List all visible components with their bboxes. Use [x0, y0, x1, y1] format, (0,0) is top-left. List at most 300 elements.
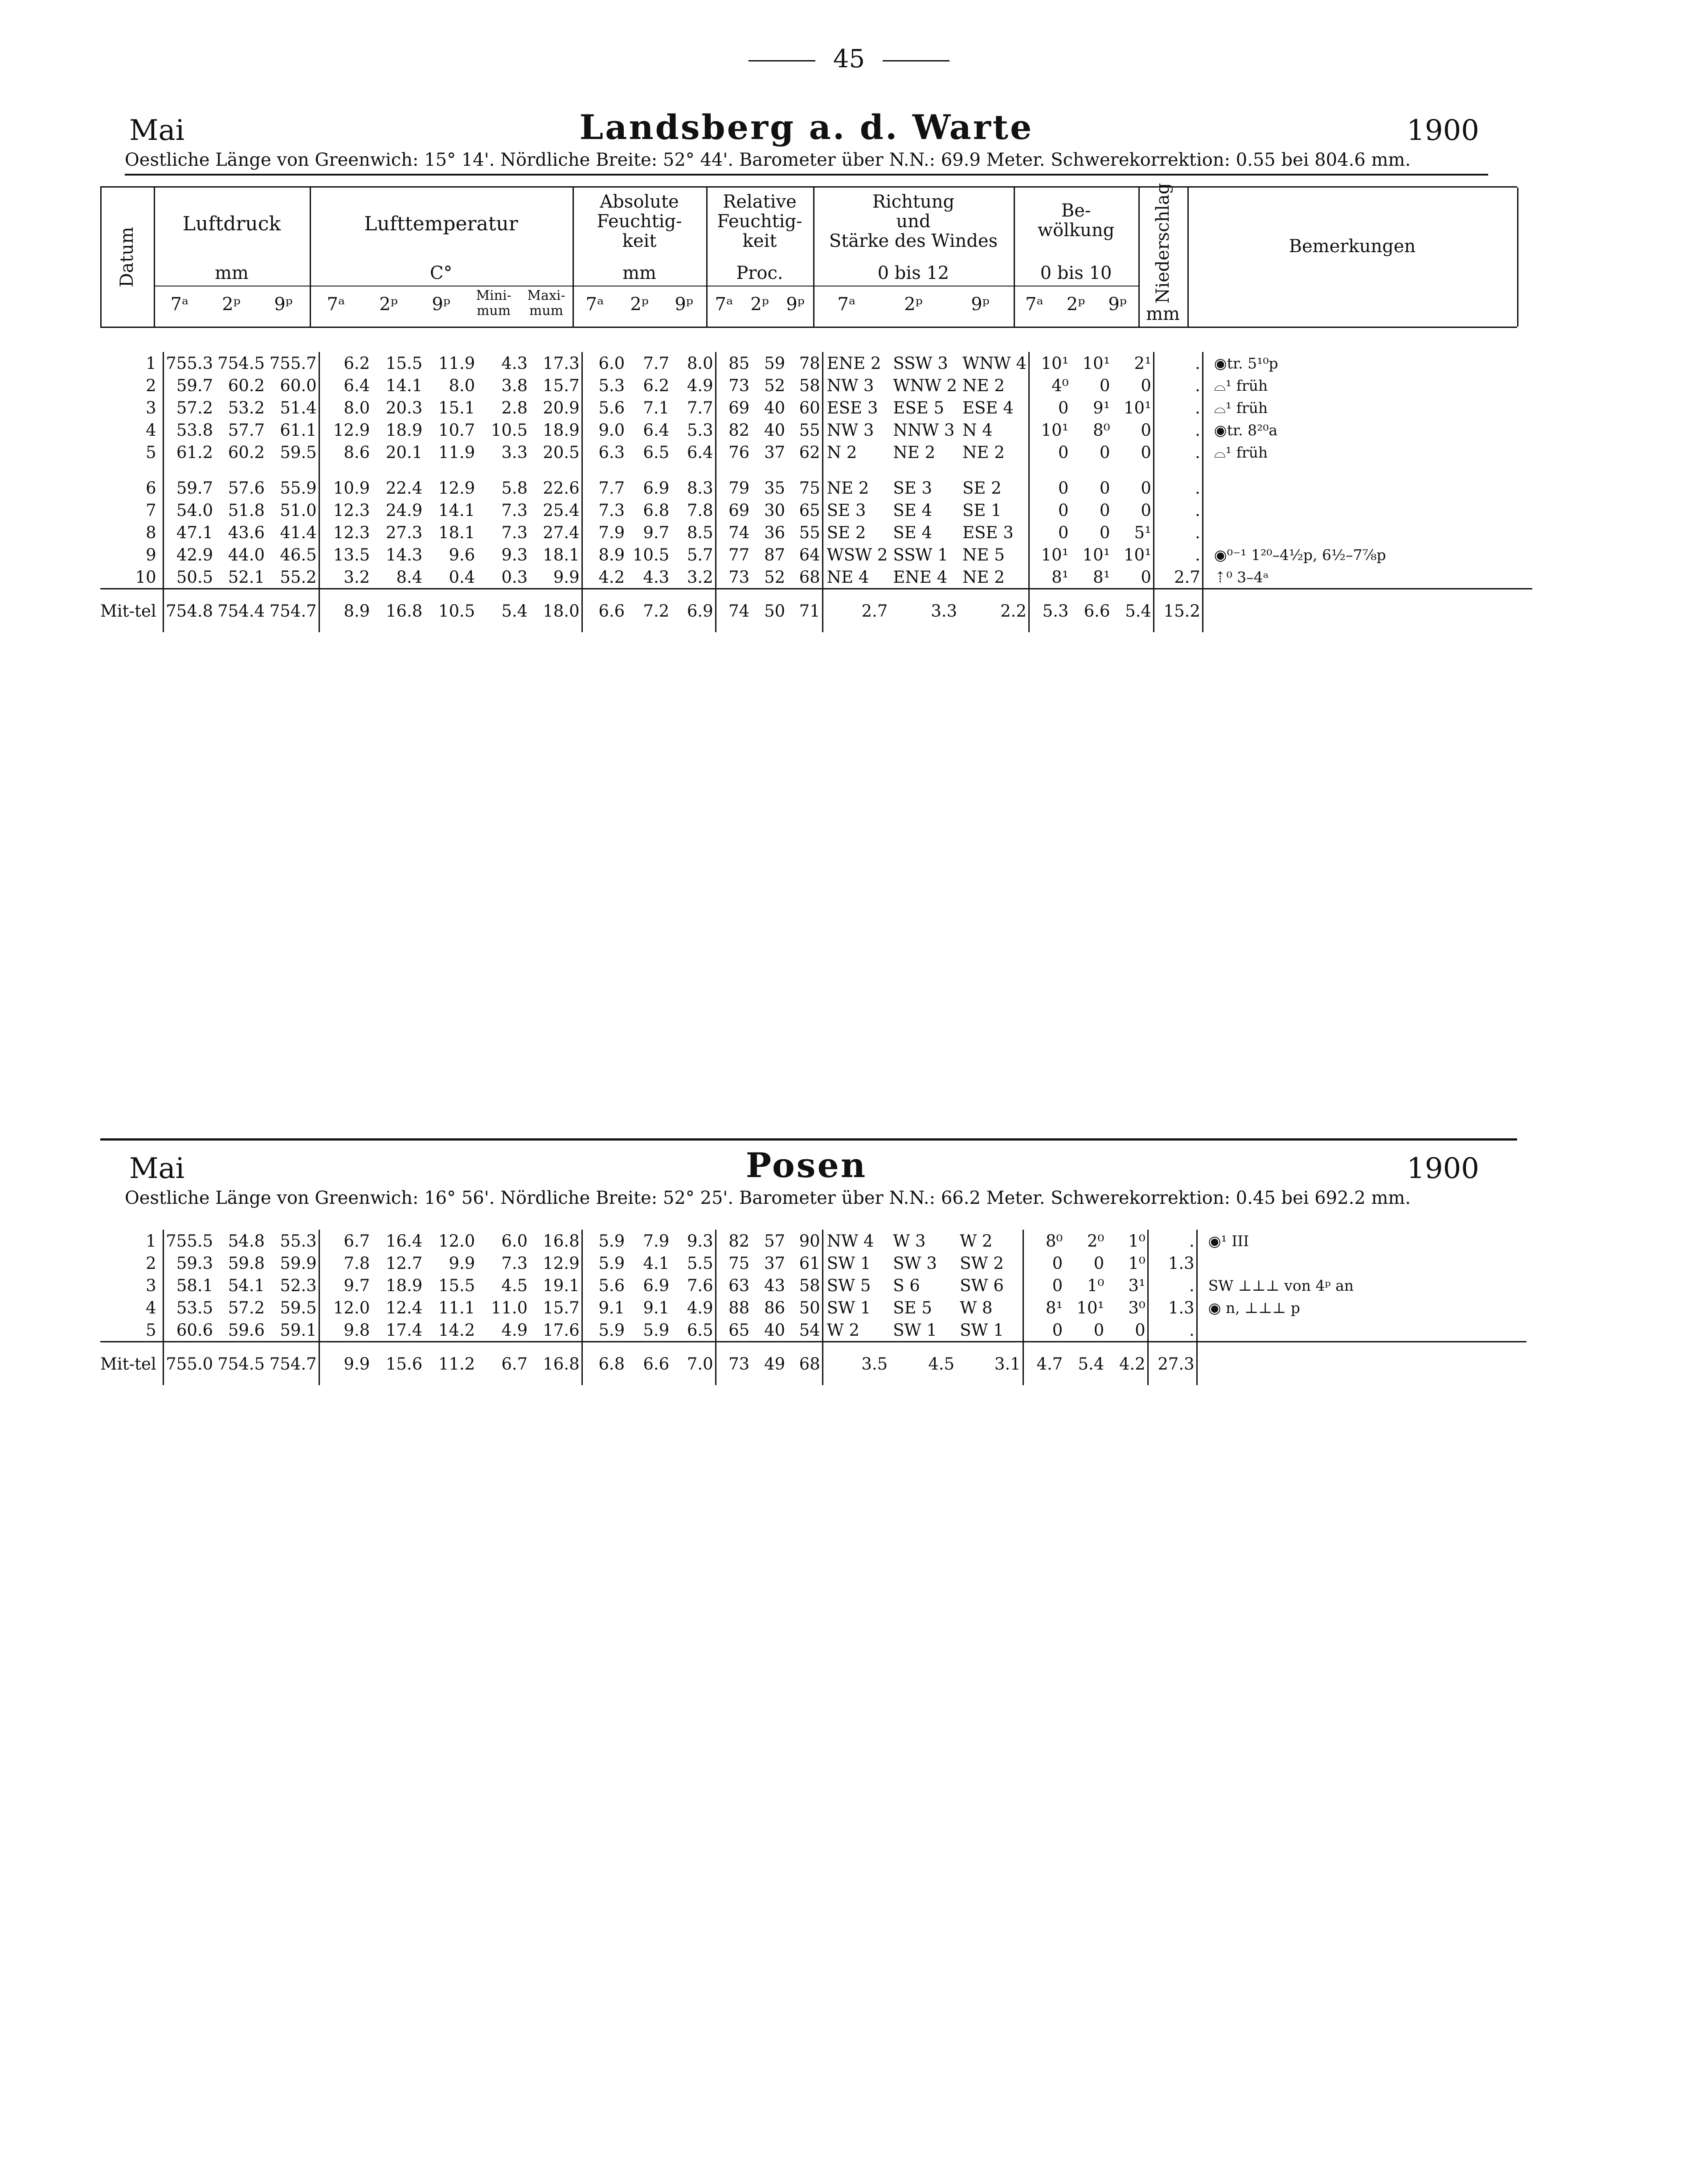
- table-cell: 7.8: [687, 500, 713, 520]
- table-cell: 10¹: [1082, 353, 1110, 373]
- table-cell: 58: [799, 1276, 820, 1295]
- table-cell: 6.5: [687, 1320, 713, 1340]
- remarks-cell: [1203, 589, 1532, 633]
- table-cell: 8.9: [319, 589, 372, 633]
- table-cell: W 2: [960, 1231, 993, 1251]
- table-cell: 5.3: [687, 420, 713, 440]
- table-cell: 0: [1099, 376, 1110, 395]
- table-cell: 62: [799, 442, 820, 462]
- table-cell: 57.7: [228, 420, 265, 440]
- table-cell: 6.8: [582, 1342, 626, 1386]
- table-cell: 17.4: [385, 1320, 423, 1340]
- table-cell: 755.0: [163, 1342, 215, 1386]
- table-cell: 27.3: [385, 523, 423, 542]
- station-meta: Oestliche Länge von Greenwich: 15° 14'. Nördliche Breite: 52° 44'. Barometer über N.N.: 69.9 Meter. Schwerekorrektion: 0.55 bei 804.6 mm.: [125, 147, 1488, 176]
- table-cell: 30: [764, 500, 786, 520]
- table-cell: 59.7: [163, 477, 215, 499]
- page-number: 45: [0, 45, 1698, 74]
- table-cell: 57.2: [163, 397, 215, 419]
- station-header-landsberg: [125, 107, 1488, 176]
- table-cell: 47.1: [163, 521, 215, 544]
- table-cell: 55.3: [280, 1231, 317, 1251]
- table-cell: 58: [799, 376, 820, 395]
- table-cell: 73: [716, 374, 751, 397]
- remarks-cell: ◉tr. 5¹⁰p: [1203, 352, 1532, 374]
- table-cell: 9.1: [643, 1298, 670, 1317]
- table-row: [100, 499, 1532, 521]
- table-row: [100, 477, 1532, 499]
- table-cell: 43: [764, 1276, 786, 1295]
- table-cell: 5.9: [582, 1230, 626, 1252]
- remarks-cell: SW ⊥⊥⊥ von 4ᵖ an: [1197, 1274, 1526, 1296]
- table-cell: SE 3: [822, 499, 889, 521]
- table-cell: ESE 3: [962, 523, 1014, 542]
- mean-row: [100, 589, 1532, 633]
- table-row: [100, 566, 1532, 589]
- table-cell: SW 1: [822, 1252, 889, 1274]
- table-cell: 0: [1141, 500, 1151, 520]
- table-cell: 69: [716, 397, 751, 419]
- table-cell: 5¹: [1134, 523, 1151, 542]
- table-cell: 7.2: [626, 589, 671, 633]
- table-cell: 755.3: [163, 352, 215, 374]
- table-cell: 52: [764, 376, 786, 395]
- table-cell: 0: [1029, 521, 1070, 544]
- table-cell: 1⁰: [1087, 1276, 1105, 1295]
- table-cell: 12.3: [319, 499, 372, 521]
- table-cell: SE 4: [893, 500, 933, 520]
- table-cell: 3.1: [956, 1342, 1023, 1386]
- table-cell: 65: [799, 500, 820, 520]
- remarks-cell: [1203, 477, 1532, 499]
- table-cell: 27.3: [1148, 1342, 1197, 1386]
- table-cell: .: [1154, 397, 1203, 419]
- table-cell: 7.8: [319, 1252, 372, 1274]
- table-cell: 0: [1099, 523, 1110, 542]
- table-cell: 4.3: [643, 567, 670, 587]
- table-cell: 7.7: [643, 353, 670, 373]
- table-cell: 17.3: [543, 353, 580, 373]
- table-cell: 6.0: [501, 1231, 528, 1251]
- table-cell: .: [1148, 1230, 1197, 1252]
- table-cell: 0: [1135, 1320, 1146, 1340]
- table-cell: 5.6: [582, 397, 626, 419]
- table-cell: SW 1: [893, 1320, 937, 1340]
- table-cell: 78: [799, 353, 820, 373]
- table-cell: 6.3: [582, 441, 626, 463]
- table-row: [100, 521, 1532, 544]
- table-cell: 18.0: [529, 589, 582, 633]
- table-cell: 85: [716, 352, 751, 374]
- table-cell: 4.2: [582, 566, 626, 589]
- table-cell: .: [1154, 499, 1203, 521]
- table-cell: 7.1: [643, 398, 670, 417]
- table-cell: ESE 5: [893, 398, 945, 417]
- table-cell: 6.0: [582, 352, 626, 374]
- remarks-cell: ◉tr. 8²⁰a: [1203, 419, 1532, 441]
- table-cell: SE 2: [962, 478, 1002, 498]
- day-cell: 1: [146, 1231, 156, 1251]
- table-cell: 2.7: [822, 589, 889, 633]
- table-cell: 8⁰: [1093, 420, 1110, 440]
- table-cell: SW 5: [822, 1274, 889, 1296]
- table-cell: 40: [764, 420, 786, 440]
- table-cell: 4.9: [501, 1320, 528, 1340]
- table-cell: 18.9: [385, 420, 423, 440]
- table-cell: 8¹: [1093, 567, 1110, 587]
- table-cell: 3.2: [319, 566, 372, 589]
- table-cell: 11.2: [424, 1342, 477, 1386]
- day-cell: 9: [146, 545, 156, 564]
- table-cell: 3.8: [501, 376, 528, 395]
- table-cell: 6.2: [643, 376, 670, 395]
- table-cell: SSW 1: [893, 545, 948, 564]
- table-cell: 2⁰: [1087, 1231, 1105, 1251]
- remarks-cell: ⌓¹ früh: [1203, 397, 1532, 419]
- table-cell: 0: [1099, 442, 1110, 462]
- table-cell: 15.7: [543, 1298, 580, 1317]
- table-cell: 0: [1093, 1253, 1105, 1273]
- table-cell: 6.4: [687, 442, 713, 462]
- table-cell: 54.1: [228, 1276, 265, 1295]
- table-cell: 51.8: [228, 500, 265, 520]
- table-cell: 0: [1141, 376, 1151, 395]
- table-cell: .: [1154, 374, 1203, 397]
- table-cell: N 4: [962, 420, 993, 440]
- table-cell: 44.0: [228, 545, 265, 564]
- table-cell: WSW 2: [822, 544, 889, 566]
- day-cell: 10: [135, 567, 156, 587]
- table-cell: 25.4: [543, 500, 580, 520]
- table-cell: 8¹: [1029, 566, 1070, 589]
- table-cell: NW 3: [822, 374, 889, 397]
- table-cell: 5.8: [501, 478, 528, 498]
- table-cell: 7.3: [582, 499, 626, 521]
- table-cell: 4.2: [1106, 1342, 1148, 1386]
- table-cell: 15.5: [438, 1276, 475, 1295]
- table-cell: 6.6: [626, 1342, 671, 1386]
- table-cell: N 2: [822, 441, 889, 463]
- table-cell: 6.8: [643, 500, 670, 520]
- table-cell: 2.2: [959, 589, 1029, 633]
- table-cell: 57.2: [228, 1298, 265, 1317]
- table-cell: 75: [799, 478, 820, 498]
- table-cell: 9.0: [582, 419, 626, 441]
- table-cell: 36: [764, 523, 786, 542]
- table-cell: 54.0: [163, 499, 215, 521]
- table-cell: 4.5: [889, 1342, 956, 1386]
- table-cell: 51.4: [280, 398, 317, 417]
- remarks-cell: [1203, 499, 1532, 521]
- day-cell: 6: [146, 478, 156, 498]
- table-cell: 1⁰: [1128, 1231, 1146, 1251]
- table-cell: 55: [799, 420, 820, 440]
- table-cell: 0: [1029, 397, 1070, 419]
- table-cell: 755.7: [269, 353, 317, 373]
- table-cell: 60.6: [163, 1319, 215, 1342]
- table-cell: 55.2: [280, 567, 317, 587]
- table-cell: 2.8: [501, 398, 528, 417]
- table-cell: 0: [1099, 478, 1110, 498]
- table-cell: SE 3: [893, 478, 933, 498]
- station-year: 1900: [1407, 114, 1479, 147]
- day-cell: 4: [146, 1298, 156, 1317]
- table-cell: 42.9: [163, 544, 215, 566]
- table-cell: 20.1: [385, 442, 423, 462]
- table-cell: 5.4: [1112, 589, 1154, 633]
- table-cell: 16.4: [385, 1231, 423, 1251]
- table-cell: 50: [751, 589, 787, 633]
- table-row: [100, 1274, 1526, 1296]
- table-cell: 7.0: [671, 1342, 716, 1386]
- table-cell: 13.5: [319, 544, 372, 566]
- table-cell: 14.3: [385, 545, 423, 564]
- station-year: 1900: [1407, 1152, 1479, 1185]
- table-cell: 54: [799, 1320, 820, 1340]
- table-cell: 69: [716, 499, 751, 521]
- station-month: Mai: [129, 1152, 185, 1185]
- weather-table-landsberg: [100, 352, 1532, 632]
- remarks-cell: ◉¹ III: [1197, 1230, 1526, 1252]
- table-row: [100, 374, 1532, 397]
- remarks-cell: ⇡⁰ 3–4ᵃ: [1203, 566, 1532, 589]
- table-cell: 3.3: [501, 442, 528, 462]
- remarks-cell: ◉ n, ⊥⊥⊥ p: [1197, 1296, 1526, 1319]
- table-cell: 0: [1029, 499, 1070, 521]
- table-cell: 8¹: [1023, 1296, 1064, 1319]
- table-cell: 11.9: [438, 442, 475, 462]
- table-cell: 59.5: [280, 1298, 317, 1317]
- table-cell: 14.1: [438, 500, 475, 520]
- table-cell: 1.3: [1148, 1296, 1197, 1319]
- table-cell: .: [1154, 419, 1203, 441]
- table-row: [100, 1230, 1526, 1252]
- table-cell: 6.9: [643, 478, 670, 498]
- table-cell: SW 6: [960, 1276, 1004, 1295]
- table-cell: 22.6: [543, 478, 580, 498]
- table-cell: 12.9: [319, 419, 372, 441]
- table-cell: 61.1: [280, 420, 317, 440]
- table-cell: SE 5: [893, 1298, 932, 1317]
- table-cell: 35: [764, 478, 786, 498]
- table-cell: 49: [751, 1342, 787, 1386]
- table-cell: W 8: [960, 1298, 993, 1317]
- remarks-cell: ◉⁰⁻¹ 1²⁰–4½p, 6½–7⅞p: [1203, 544, 1532, 566]
- table-row: [100, 1319, 1526, 1342]
- table-cell: 15.7: [543, 376, 580, 395]
- table-cell: NNW 3: [893, 420, 955, 440]
- table-cell: ESE 3: [822, 397, 889, 419]
- remarks-cell: [1197, 1342, 1526, 1386]
- table-cell: NE 2: [962, 376, 1005, 395]
- table-cell: 15.2: [1154, 589, 1203, 633]
- table-cell: 76: [716, 441, 751, 463]
- table-cell: 4.7: [1023, 1342, 1064, 1386]
- table-cell: NE 2: [822, 477, 889, 499]
- table-cell: 10.7: [438, 420, 475, 440]
- day-cell: Mit-tel: [100, 589, 163, 633]
- station-separator: [100, 1138, 1517, 1141]
- table-row: [100, 441, 1532, 463]
- table-cell: 9.3: [501, 545, 528, 564]
- table-cell: 10.5: [491, 420, 528, 440]
- table-cell: 59.9: [280, 1253, 317, 1273]
- table-cell: 60.0: [280, 376, 317, 395]
- table-cell: WNW 4: [962, 353, 1027, 373]
- table-cell: 5.3: [582, 374, 626, 397]
- table-cell: .: [1154, 352, 1203, 374]
- table-cell: 4.9: [687, 376, 713, 395]
- table-cell: 17.6: [543, 1320, 580, 1340]
- table-cell: SE 4: [893, 523, 933, 542]
- day-cell: 3: [146, 1276, 156, 1295]
- table-cell: 0.3: [501, 567, 528, 587]
- table-cell: 5.5: [687, 1253, 713, 1273]
- table-cell: SW 1: [960, 1320, 1004, 1340]
- table-cell: 7.3: [501, 1253, 528, 1273]
- table-cell: 68: [787, 1342, 822, 1386]
- table-cell: NW 3: [822, 419, 889, 441]
- table-cell: 12.7: [385, 1253, 423, 1273]
- table-cell: 5.4: [1064, 1342, 1106, 1386]
- table-cell: 3⁰: [1128, 1298, 1146, 1317]
- table-cell: 64: [799, 545, 820, 564]
- table-cell: 15.5: [385, 353, 423, 373]
- day-cell: 4: [146, 420, 156, 440]
- table-cell: 60.2: [228, 442, 265, 462]
- table-cell: 74: [716, 589, 751, 633]
- table-cell: 0.4: [449, 567, 475, 587]
- table-cell: 10¹: [1124, 545, 1151, 564]
- table-cell: 755.5: [163, 1230, 215, 1252]
- table-cell: 6.4: [319, 374, 372, 397]
- table-cell: 20.3: [385, 398, 423, 417]
- table-row: [100, 544, 1532, 566]
- table-cell: 59.3: [163, 1252, 215, 1274]
- table-cell: 3.5: [822, 1342, 889, 1386]
- table-cell: 57: [764, 1231, 786, 1251]
- table-cell: 0: [1029, 477, 1070, 499]
- table-cell: 75: [716, 1252, 751, 1274]
- table-cell: 9.7: [643, 523, 670, 542]
- table-cell: 1.3: [1148, 1252, 1197, 1274]
- table-cell: NW 4: [822, 1230, 889, 1252]
- table-cell: 5.9: [582, 1252, 626, 1274]
- table-cell: 50.5: [163, 566, 215, 589]
- table-cell: 4.5: [501, 1276, 528, 1295]
- table-cell: 7.6: [687, 1276, 713, 1295]
- station-month: Mai: [129, 114, 185, 147]
- table-cell: .: [1148, 1274, 1197, 1296]
- table-cell: 0: [1093, 1320, 1105, 1340]
- table-cell: 9.9: [553, 567, 580, 587]
- station-name: Posen: [745, 1145, 867, 1185]
- table-cell: 9.3: [687, 1231, 713, 1251]
- table-cell: 60: [799, 398, 820, 417]
- table-cell: 6.6: [1070, 589, 1112, 633]
- table-cell: 5.6: [582, 1274, 626, 1296]
- table-cell: 59.6: [228, 1320, 265, 1340]
- table-cell: 7.7: [687, 398, 713, 417]
- table-cell: 11.1: [438, 1298, 475, 1317]
- table-cell: 0: [1099, 500, 1110, 520]
- table-cell: 5.4: [477, 589, 529, 633]
- station-name: Landsberg a. d. Warte: [579, 107, 1034, 147]
- table-cell: 90: [799, 1231, 820, 1251]
- table-cell: 12.4: [385, 1298, 423, 1317]
- remarks-cell: [1197, 1252, 1526, 1274]
- table-cell: 7.7: [582, 477, 626, 499]
- table-cell: SSW 3: [893, 353, 948, 373]
- table-cell: .: [1154, 441, 1203, 463]
- table-cell: 9.9: [449, 1253, 475, 1273]
- table-cell: 40: [764, 1320, 786, 1340]
- table-cell: 55: [799, 523, 820, 542]
- table-cell: 9.1: [582, 1296, 626, 1319]
- table-cell: 82: [716, 419, 751, 441]
- table-cell: 73: [716, 566, 751, 589]
- table-cell: 59.8: [228, 1253, 265, 1273]
- table-cell: 10¹: [1029, 544, 1070, 566]
- remarks-cell: ⌓¹ früh: [1203, 441, 1532, 463]
- table-cell: NE 2: [962, 567, 1005, 587]
- remarks-cell: ⌓¹ früh: [1203, 374, 1532, 397]
- table-cell: 3.3: [889, 589, 959, 633]
- table-cell: 18.9: [385, 1276, 423, 1295]
- table-cell: 15.1: [438, 398, 475, 417]
- table-cell: 7.3: [501, 500, 528, 520]
- table-cell: 8⁰: [1023, 1230, 1064, 1252]
- table-cell: 79: [716, 477, 751, 499]
- table-cell: 754.7: [266, 589, 319, 633]
- table-cell: 3¹: [1128, 1276, 1146, 1295]
- table-cell: 9.8: [319, 1319, 372, 1342]
- table-cell: 4.9: [687, 1298, 713, 1317]
- table-row: [100, 419, 1532, 441]
- table-cell: 8.5: [687, 523, 713, 542]
- table-cell: 4.1: [643, 1253, 670, 1273]
- table-cell: 18.1: [543, 545, 580, 564]
- table-cell: 6.9: [671, 589, 716, 633]
- table-cell: 5.7: [687, 545, 713, 564]
- table-cell: 0: [1141, 478, 1151, 498]
- table-cell: 0: [1023, 1319, 1064, 1342]
- table-cell: 2.7: [1154, 566, 1203, 589]
- table-cell: 37: [764, 442, 786, 462]
- table-cell: 7.9: [643, 1231, 670, 1251]
- table-cell: 37: [764, 1253, 786, 1273]
- table-cell: 4.3: [501, 353, 528, 373]
- table-cell: 10¹: [1029, 352, 1070, 374]
- table-cell: 8.4: [396, 567, 423, 587]
- table-cell: 18.1: [438, 523, 475, 542]
- table-cell: 61.2: [163, 441, 215, 463]
- table-cell: SW 2: [960, 1253, 1004, 1273]
- table-cell: 59: [764, 353, 786, 373]
- mean-row: [100, 1342, 1526, 1386]
- table-cell: 16.8: [543, 1231, 580, 1251]
- table-cell: 22.4: [385, 478, 423, 498]
- table-cell: 7.9: [582, 521, 626, 544]
- table-row: [100, 352, 1532, 374]
- day-cell: Mit-tel: [100, 1342, 163, 1386]
- table-cell: 5.3: [1029, 589, 1070, 633]
- day-cell: 3: [146, 398, 156, 417]
- table-cell: 43.6: [228, 523, 265, 542]
- table-cell: 8.0: [319, 397, 372, 419]
- table-cell: 10¹: [1029, 419, 1070, 441]
- table-cell: 50: [799, 1298, 820, 1317]
